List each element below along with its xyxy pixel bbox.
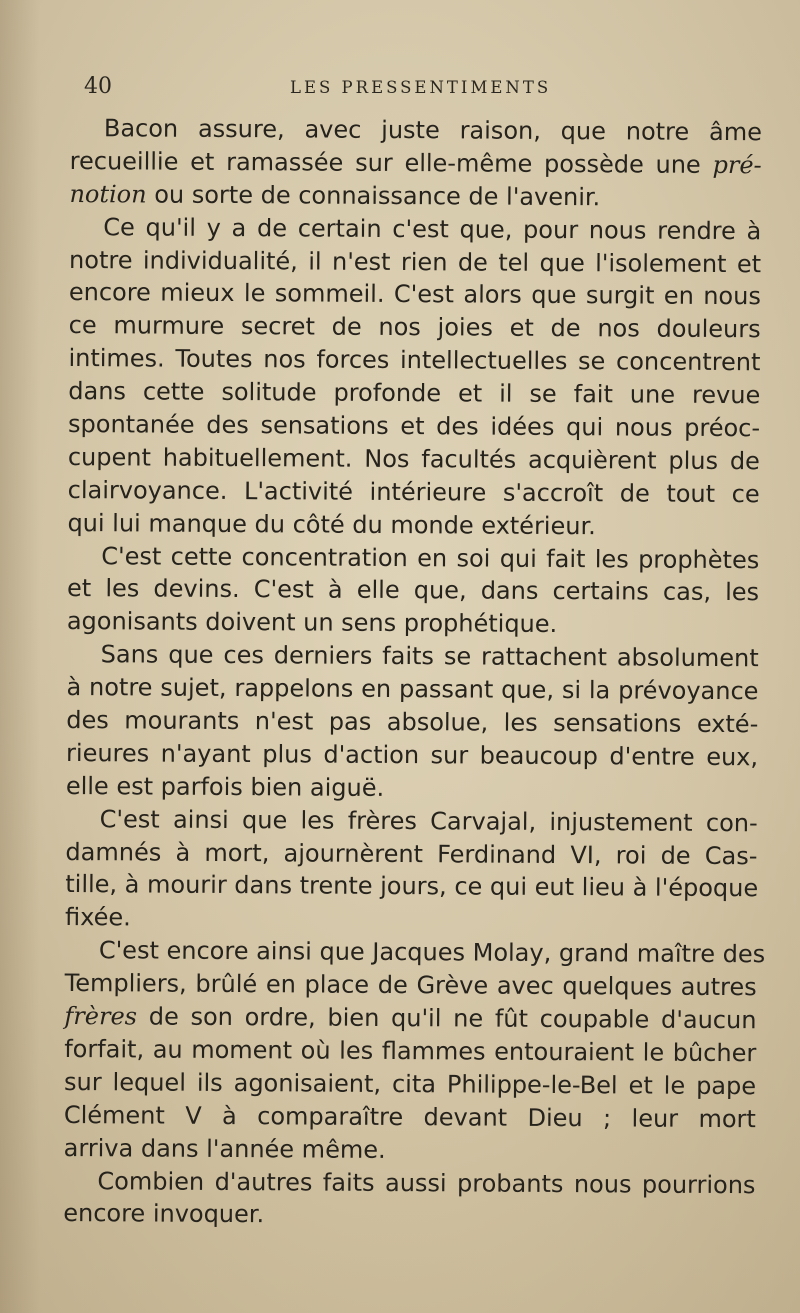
text-line: elle est parfois bien aiguë.	[65, 771, 385, 802]
text-line: et les devins. C'est à elle que, dans certains cas, les	[67, 574, 760, 607]
text-line: spontanée des sensations et des idées qui nous préoc-	[68, 410, 761, 443]
text-line: C'est encore ainsi que Jacques Molay, grand maître des	[98, 936, 766, 969]
text-line: qui lui manque du côté du monde extérieur.	[67, 508, 596, 540]
text-line: des mourants n'est pas absolue, les sensations exté-	[66, 706, 759, 739]
text-line: Clément V à comparaître devant Dieu ; leur mort	[63, 1100, 756, 1133]
text-line: dans cette solitude profonde et il se fait une revue	[68, 377, 761, 410]
text-line: Templiers, brûlé en place de Grève avec quelques autres	[64, 969, 757, 1002]
text-line: sur lequel ils agonisaient, cita Philippe-le-Bel et le pape	[63, 1067, 757, 1101]
text-line: C'est ainsi que les frères Carvajal, injustement con-	[99, 804, 758, 837]
text-line: encore mieux le sommeil. C'est alors que surgit en nous	[68, 278, 761, 311]
text-line: forfait, au moment où les flammes entouraient le bûcher	[64, 1034, 757, 1068]
text-line: clairvoyance. L'activité intérieure s'accroît de tout ce	[67, 475, 760, 509]
text-line: encore invoquer.	[63, 1199, 265, 1229]
running-head	[84, 74, 764, 104]
text-line: agonisants doivent un sens prophétique.	[66, 607, 558, 639]
text-line: damnés à mort, ajournèrent Ferdinand VI, roi de Cas-	[65, 837, 758, 870]
text-line: Combien d'autres faits aussi probants nous pourrions	[97, 1166, 756, 1199]
text-line: notre individualité, il n'est rien de tel que l'isolement et	[69, 245, 762, 278]
text-line: recueillie et ramassée sur elle-même possède une pré-	[69, 146, 762, 180]
italic-word: pré-	[712, 150, 762, 180]
text-line: rieures n'ayant plus d'action sur beaucoup d'entre eux,	[65, 738, 759, 772]
text-line: Bacon assure, avec juste raison, que notre âme	[103, 114, 762, 147]
text-line: Sans que ces derniers faits se rattachent absolument	[100, 640, 759, 673]
text-body	[63, 112, 766, 1234]
text-line: Ce qu'il y a de certain c'est que, pour nous rendre à	[103, 212, 762, 245]
text-line: cupent habituellement. Nos facultés acquièrent plus de	[67, 442, 760, 476]
text-line: C'est cette concentration en soi qui fait les prophètes	[101, 541, 760, 574]
italic-word: frères	[64, 1002, 138, 1031]
text-line: ce murmure secret de nos joies et de nos douleurs	[68, 311, 761, 344]
text-line: fixée.	[64, 903, 131, 932]
text-line: à notre sujet, rappelons en passant que, si la prévoyance	[66, 673, 759, 706]
running-title: LES PRESSENTIMENTS	[290, 78, 552, 97]
text-line: notion ou sorte de connaissance de l'avenir.	[69, 179, 601, 212]
text-line: frères de son ordre, bien qu'il ne fût coupable d'aucun	[64, 1002, 757, 1035]
text-line: intimes. Toutes nos forces intellectuelles se concentrent	[68, 344, 761, 377]
text-line: tille, à mourir dans trente jours, ce qui eut lieu à l'époque	[65, 870, 759, 903]
italic-word: notion	[69, 179, 147, 209]
page-number: 40	[84, 74, 112, 99]
text-line: arriva dans l'année même.	[63, 1133, 386, 1164]
